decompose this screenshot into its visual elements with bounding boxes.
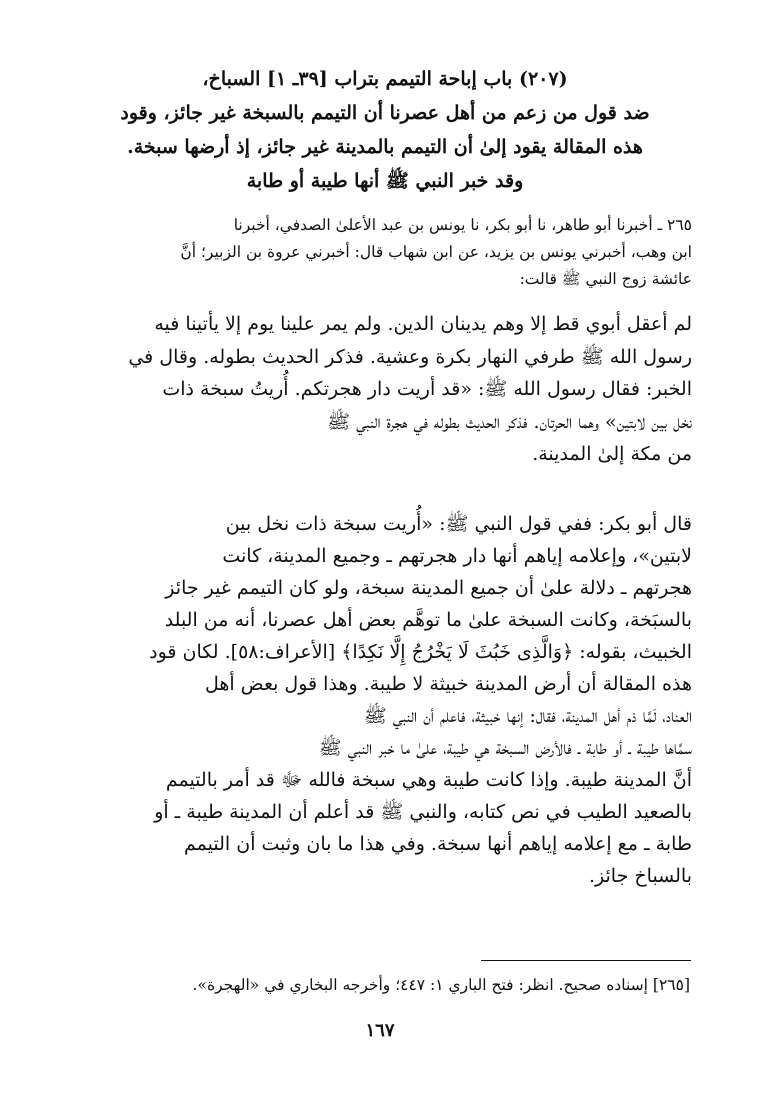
isnad-line: ٢٦٥ ـ أخبرنا أبو طاهر، نا أبو بكر، نا يونس بن عبد الأعلىٰ الصدفي، أخبرنا <box>233 216 692 234</box>
hadith-line: لم أعقل أبوي قط إلا وهم يدينان الدين. ولم يمر علينا يوم إلا يأتينا فيه <box>154 313 692 335</box>
commentary-line: بالصعيد الطيب في نص كتابه، والنبي ﷺ قد أعلم أن المدينة طيبة ـ أو <box>154 801 692 823</box>
chapter-heading-line: ضد قول من زعم من أهل عصرنا أن التيمم بالسبخة غير جائز، وقود <box>120 102 650 124</box>
chapter-heading <box>85 62 685 198</box>
chapter-heading-line: هذه المقالة يقود إلىٰ أن التيمم بالمدينة غير جائز، إذ أرضها سبخة. <box>127 136 643 158</box>
chapter-heading-line: (٢٠٧) باب إباحة التيمم بتراب [٣٩ـ ١] السباخ، <box>202 68 568 90</box>
commentary-line: قال أبو بكر: ففي قول النبي ﷺ: «أُريت سبخة ذات نخل بين <box>225 513 692 535</box>
hadith-line: من مكة إلىٰ المدينة. <box>532 443 692 465</box>
page-number: ١٦٧ <box>365 1020 395 1041</box>
hadith-line: رسول الله ﷺ طرفي النهار بكرة وعشية. فذكر الحديث بطوله. وقال في <box>128 345 692 368</box>
commentary-line: بالسبَخة، وكانت السبخة علىٰ ما توهَّم بعض أهل عصرنا، أنه من البلد <box>164 609 692 631</box>
author-commentary <box>75 508 692 892</box>
hadith-isnad <box>88 212 692 293</box>
commentary-line: هجرتهم ـ دلالة علىٰ أن جميع المدينة سبخة، ولو كان التيمم غير جائز <box>165 577 692 599</box>
footnote: [٢٦٥] إسناده صحيح. انظر: فتح الباري ١: ٤٤٧؛ وأخرجه البخاري في «الهجرة». <box>192 976 690 994</box>
hadith-text <box>75 308 692 471</box>
commentary-line: العناد، لَمَّا ذم أهل المدينة، فقال: إنها خبيثة، فاعلم أن النبي ﷺ <box>363 705 692 727</box>
hadith-line: الخبر: فقال رسول الله ﷺ: «قد أريت دار هجرتكم. أُريتُ سبخة ذات <box>162 378 692 400</box>
footnote-divider <box>481 960 691 961</box>
commentary-line: سمَّاها طيبة ـ أو طابة ـ فالأرض السبخة هي طيبة، علىٰ ما خبر النبي ﷺ <box>318 737 692 759</box>
commentary-line: هذه المقالة أن أرض المدينة خبيثة لا طيبة. وهذا قول بعض أهل <box>204 673 692 695</box>
isnad-line: ابن وهب، أخبرني يونس بن يزيد، عن ابن شهاب قال: أخبرني عروة بن الزبير؛ أنَّ <box>180 243 692 261</box>
hadith-line: نخل بين لابتين» وهما الحرتان. فذكر الحديث بطوله في هجرة النبي ﷺ <box>327 410 692 433</box>
commentary-line: لابتين»، وإعلامه إياهم أنها دار هجرتهم ـ وجميع المدينة، كانت <box>222 545 692 567</box>
chapter-heading-line: وقد خبر النبي ﷺ أنها طيبة أو طابة <box>246 170 524 192</box>
commentary-line: طابة ـ مع إعلامه إياهم أنها سبخة. وفي هذا ما بان وثبت أن التيمم <box>184 833 692 855</box>
isnad-line: عائشة زوج النبي ﷺ قالت: <box>519 270 692 288</box>
commentary-line: بالسباخ جائز. <box>589 865 692 887</box>
commentary-line: الخبيث، بقوله: ﴿وَالَّذِى خَبُثَ لَا يَخْرُجُ إِلَّا نَكِدًا﴾ [الأعراف:٥٨]. لكان قود <box>149 641 692 663</box>
commentary-line: أنَّ المدينة طيبة. وإذا كانت طيبة وهي سبخة فالله ﷻ قد أمر بالتيمم <box>165 769 692 791</box>
